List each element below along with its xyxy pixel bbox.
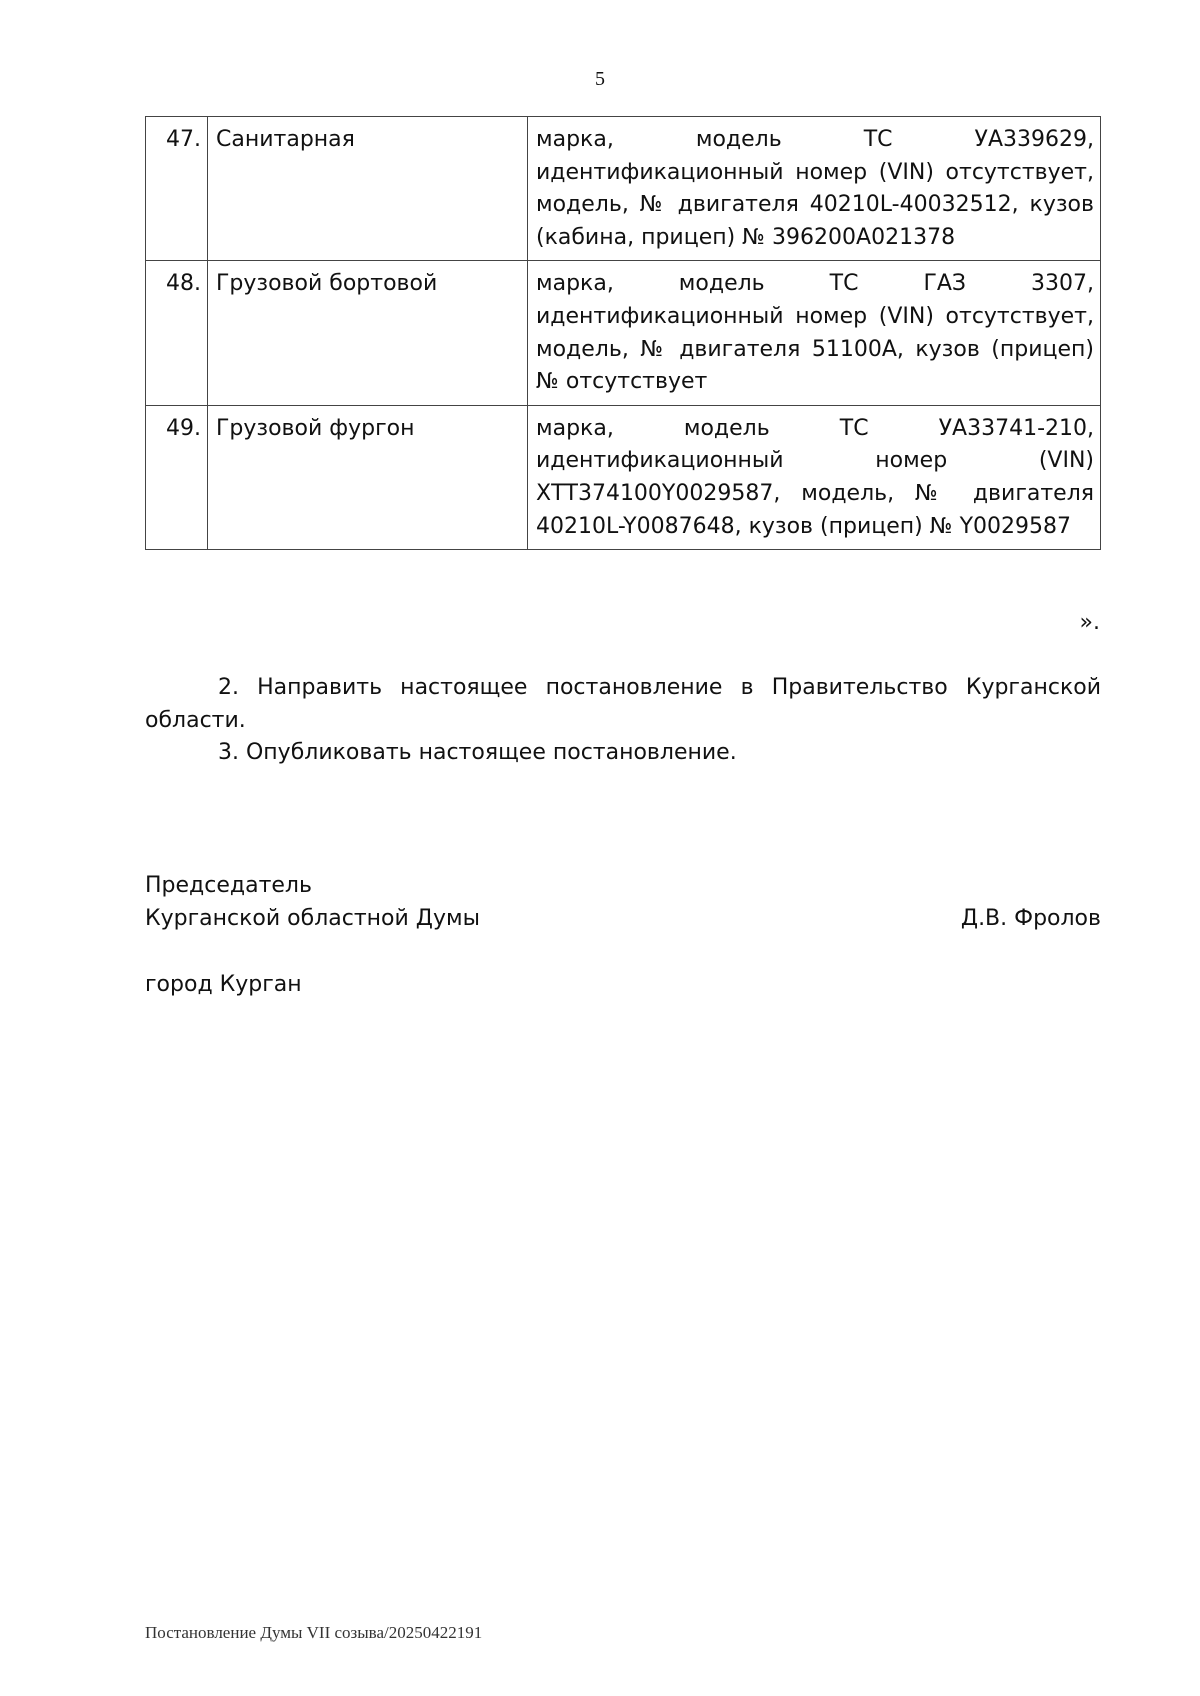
vehicle-description: марка, модель ТС УА339629, идентификационный номер (VIN) отсутствует, модель, № двигателя 40210L-40032512, кузов (кабина, прицеп) № 396200А021378 (528, 117, 1101, 261)
paragraph-2: 2. Направить настоящее постановление в Правительство Курганской области. (145, 675, 1101, 733)
vehicle-description: марка, модель ТС УА33741-210, идентификационный номер (VIN) ХТТ374100Y0029587, модель, № двигателя 40210L-Y0087648, кузов (прицеп) № Y0029587 (528, 405, 1101, 549)
row-number: 47. (146, 117, 208, 261)
city: город Курган (145, 972, 302, 997)
signer-title-line-1: Председатель (145, 873, 312, 898)
vehicle-type: Санитарная (208, 117, 528, 261)
vehicle-type: Грузовой фургон (208, 405, 528, 549)
table-row (146, 261, 1101, 405)
paragraph-3: 3. Опубликовать настоящее постановление. (218, 740, 737, 765)
closing-quote: ». (1079, 610, 1100, 635)
row-number: 49. (146, 405, 208, 549)
signer-title-line-2: Курганской областной Думы (145, 905, 480, 931)
vehicle-table (145, 116, 1101, 550)
document-footer: Постановление Думы VII созыва/20250422191 (145, 1623, 483, 1642)
table-row (146, 405, 1101, 549)
signer-name: Д.В. Фролов (960, 906, 1101, 931)
signer-title (145, 870, 480, 935)
table-row (146, 117, 1101, 261)
page-number: 5 (595, 68, 605, 90)
vehicle-type: Грузовой бортовой (208, 261, 528, 405)
row-number: 48. (146, 261, 208, 405)
vehicle-description: марка, модель ТС ГАЗ 3307, идентификационный номер (VIN) отсутствует, модель, № двигателя 51100А, кузов (прицеп) № отсутствует (528, 261, 1101, 405)
